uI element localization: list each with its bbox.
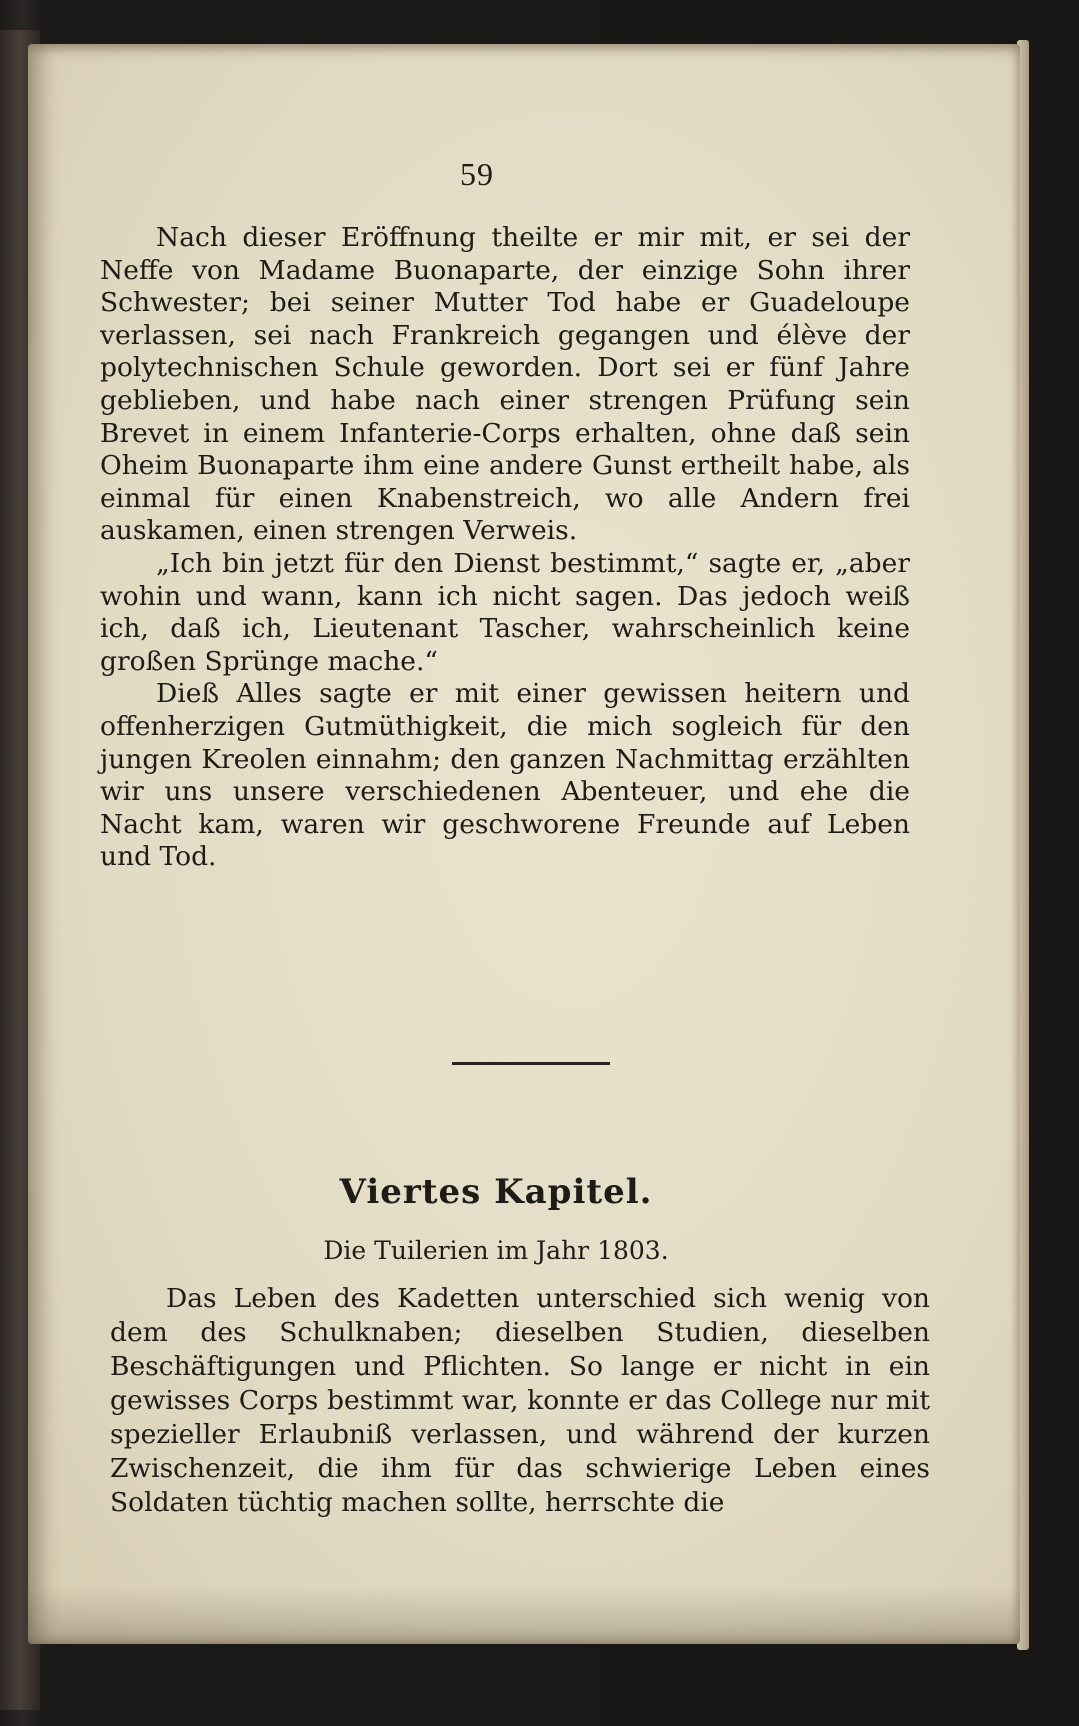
page-number: 59 xyxy=(460,156,494,192)
chapter-body-text xyxy=(110,1282,930,1520)
chapter-subtitle: Die Tuilerien im Jahr 1803. xyxy=(323,1236,669,1265)
page-shadow xyxy=(28,1585,1020,1644)
paragraph: Dieß Alles sagte er mit einer gewissen heitern und offenherzigen Gutmüthigkeit, die mich sogleich für den jungen Kreolen einnahm; den ganzen Nachmittag erzählten wir uns unsere verschiedenen Abenteuer, und ehe die Nacht kam, waren wir geschworene Freunde auf Leben und Tod. xyxy=(100,678,910,873)
chapter-title: Viertes Kapitel. xyxy=(339,1172,653,1212)
body-text xyxy=(100,222,910,874)
section-divider xyxy=(452,1062,610,1065)
paragraph: Nach dieser Eröffnung theilte er mir mit, er sei der Neffe von Madame Buonaparte, der einzige Sohn ihrer Schwester; bei seiner Mutter Tod habe er Guadeloupe verlassen, sei nach Frankreich gegangen und élève der polytechnischen Schule geworden. Dort sei er fünf Jahre geblieben, und habe nach einer strengen Prüfung sein Brevet in einem Infanterie-Corps erhalten, ohne daß sein Oheim Buonaparte ihm eine andere Gunst ertheilt habe, als einmal für einen Knabenstreich, wo alle Andern frei auskamen, einen strengen Verweis. xyxy=(100,222,910,547)
paragraph: „Ich bin jetzt für den Dienst bestimmt,“ sagte er, „aber wohin und wann, kann ich nicht sagen. Das jedoch weiß ich, daß ich, Lieutenant Tascher, wahrscheinlich keine großen Sprünge mache.“ xyxy=(100,547,910,677)
paragraph: Das Leben des Kadetten unterschied sich wenig von dem des Schulknaben; dieselben Studien, dieselben Beschäftigungen und Pflichten. So lange er nicht in ein gewisses Corps bestimmt war, konnte er das College nur mit spezieller Erlaubniß verlassen, und während der kurzen Zwischenzeit, die ihm für das schwierige Leben eines Soldaten tüchtig machen sollte, herrschte die xyxy=(110,1283,930,1518)
